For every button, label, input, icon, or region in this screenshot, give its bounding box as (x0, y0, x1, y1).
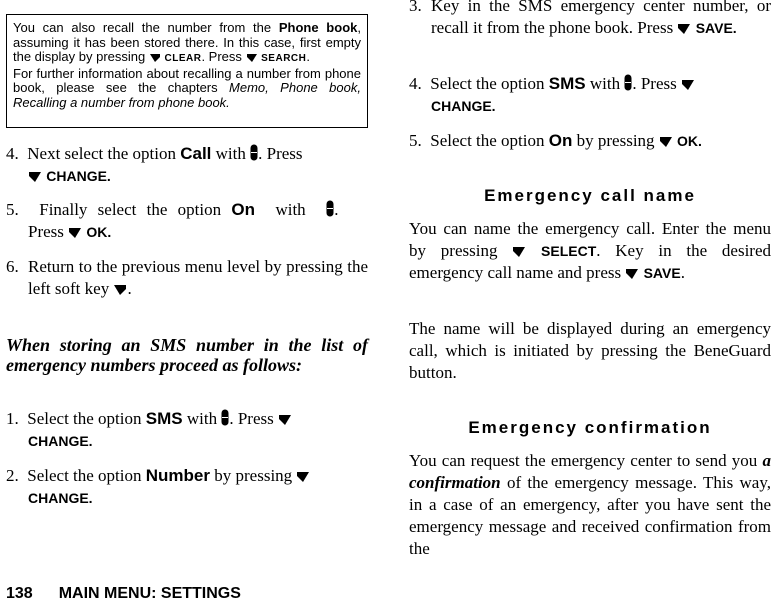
right-softkey-icon (625, 268, 639, 280)
option-label: On (548, 131, 573, 150)
step-text: Select the option (27, 409, 146, 428)
step-text: . Press (632, 74, 677, 93)
option-label: SMS (145, 409, 183, 428)
softkey-label: CHANGE. (28, 490, 93, 506)
section2-paragraph-1 (409, 450, 771, 560)
step-text: by pressing (572, 131, 655, 150)
option-label: On (231, 200, 255, 219)
softkey-label: CHANGE. (28, 433, 93, 449)
sms-step-5 (409, 130, 771, 152)
step-text: with (585, 74, 625, 93)
step-text: Press (28, 222, 64, 241)
sms-step-2 (6, 465, 368, 509)
sms-step-4 (409, 73, 771, 117)
softkey-label: OK. (677, 133, 702, 149)
right-softkey-icon (677, 23, 691, 35)
note-phonebook: Phone book (278, 20, 358, 35)
step-text: Next select the option (27, 144, 181, 163)
scroll-key-icon (326, 200, 334, 217)
para-text: You can request the emergency center to send you (409, 451, 763, 470)
step-text: . (334, 200, 339, 219)
step-text: Finally select the option (39, 200, 232, 219)
sms-step-3 (409, 0, 771, 39)
step-6-return (6, 256, 368, 300)
note-chapter-ref: Memo, Phone book, Recalling a number from phone book. (13, 80, 361, 110)
note-text: . Press (201, 49, 246, 64)
note-text: For further information about recalling a number from phone book, please see the chapters (13, 65, 361, 95)
step-number: 4. (409, 74, 422, 93)
right-softkey-icon (681, 79, 695, 91)
left-softkey-icon (113, 284, 127, 296)
step-text: Key in the SMS emergency center number, or recall it from the phone book. Press (431, 0, 771, 37)
softkey-label: CHANGE. (431, 98, 496, 114)
right-softkey-icon (246, 53, 258, 63)
para-text: . (680, 263, 685, 282)
scroll-key-icon (250, 144, 258, 161)
step-number: 6. (6, 257, 19, 276)
right-softkey-icon (68, 227, 82, 239)
info-box (6, 14, 368, 128)
step-text: by pressing (210, 466, 293, 485)
para-text: You can name the emergency call. Enter the menu by pressing (409, 219, 771, 260)
step-text-wrap: Return to the previous menu level by pressing the left soft key . (28, 257, 368, 298)
softkey-label: SELECT (541, 243, 597, 259)
sms-step-1 (6, 408, 368, 452)
step-number: 2. (6, 466, 19, 485)
right-softkey-icon (512, 246, 526, 258)
section1-paragraph-2: The name will be displayed during an emergency call, which is initiated by pressing the BeneGuard button. (409, 319, 771, 382)
info-box-paragraph-1 (13, 21, 361, 67)
step-5-on: 5. Finally select the option On with . Press OK. (6, 200, 339, 241)
right-softkey-icon (659, 136, 673, 148)
step-text: with (182, 409, 222, 428)
step-text: Select the option (430, 74, 549, 93)
para-text: . Key in the desired emergency call name and press (409, 241, 771, 282)
step-text: with (211, 144, 251, 163)
step-number: 5. (6, 200, 19, 219)
para-text: of the emergency message. This way, in a case of an emergency, after you have sent the emergency message and received confirmation from the (409, 473, 771, 558)
sms-intro-heading: When storing an SMS number in the list of emergency numbers proceed as follows: (6, 335, 368, 375)
page-footer (6, 585, 267, 603)
step-number: 1. (6, 409, 19, 428)
right-softkey-icon (28, 171, 42, 183)
left-softkey-icon (149, 53, 161, 63)
step-text: Return to the previous menu level by pressing the left soft key (28, 257, 368, 298)
right-softkey-icon (278, 414, 292, 426)
step-number: 4. (6, 144, 19, 163)
section-heading-emergency-call-name: Emergency call name (484, 186, 696, 205)
step-number: 3. (409, 0, 422, 15)
step-text: . Press (229, 409, 274, 428)
softkey-label: SAVE. (695, 20, 737, 36)
page-number: 138 (6, 585, 33, 602)
step-number: 5. (409, 131, 422, 150)
section1-paragraph-1 (409, 218, 771, 284)
option-label: SMS (548, 74, 586, 93)
note-text: , assuming it has been stored there. In this case, first empty the display by pressing (13, 20, 361, 64)
chapter-title: MAIN MENU: SETTINGS (58, 585, 241, 602)
step-4-call (6, 143, 368, 187)
softkey-label: OK. (86, 224, 112, 240)
note-clear-key: CLEAR (164, 53, 202, 64)
note-text: . (306, 49, 310, 64)
option-label: Call (180, 144, 212, 163)
emphasis-text: a confirmation (409, 451, 771, 492)
section-heading-emergency-confirmation: Emergency confirmation (468, 418, 712, 437)
step-text: . Press (258, 144, 303, 163)
info-box-paragraph-2 (13, 67, 361, 111)
step-text-wrap (431, 0, 771, 39)
step-text: Select the option (27, 466, 146, 485)
softkey-label: CHANGE. (46, 168, 111, 184)
option-label: Number (145, 466, 210, 485)
note-search-key: SEARCH (261, 53, 307, 64)
step-text: Select the option (430, 131, 549, 150)
softkey-label: SAVE (643, 265, 681, 281)
right-softkey-icon (296, 471, 310, 483)
note-text: You can also recall the number from the (13, 20, 279, 35)
